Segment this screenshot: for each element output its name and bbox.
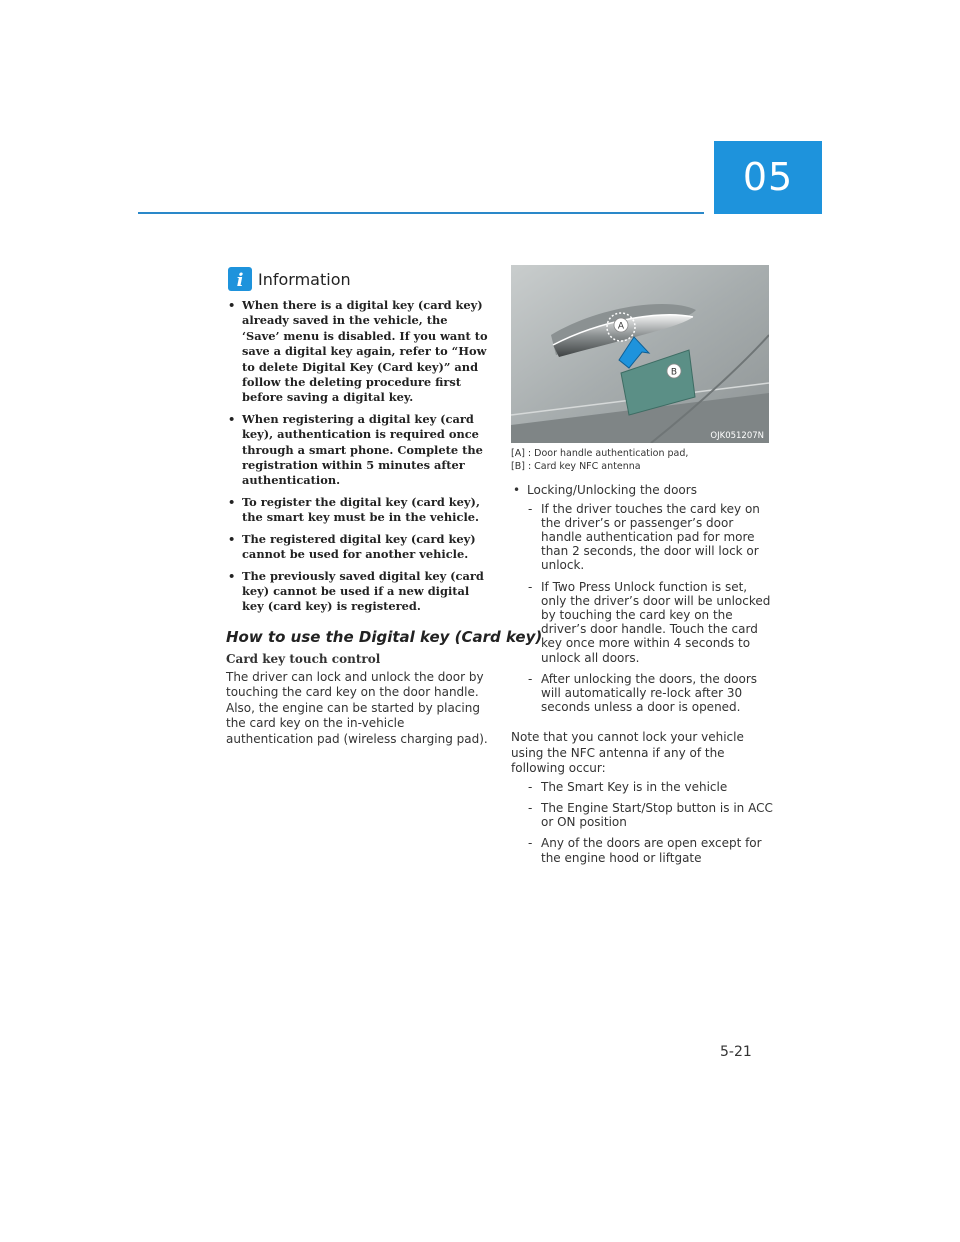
caption: [A] : Door handle authentication pad, — [511, 448, 689, 459]
door-handle-illustration — [511, 265, 769, 443]
figure-label-a: A — [617, 321, 625, 332]
condition-item: - The Smart Key is in the vehicle — [511, 780, 773, 794]
figure-code: OJK051207N — [710, 431, 764, 441]
condition-item: - Any of the doors are open except for the engine hood or liftgate — [511, 836, 773, 864]
conditions-list — [511, 780, 773, 865]
dash-item: - If the driver touches the card key on the driver’s or passenger’s door handle authentication pad for more than 2 seconds, the door will lock or unlock. — [511, 502, 773, 573]
information-heading — [226, 266, 488, 292]
information-item: • The previously saved digital key (card key) cannot be used if a new digital key (card key) is registered. — [226, 569, 488, 615]
dash-item: - If Two Press Unlock function is set, only the driver’s door will be unlocked by touching the card key on the driver’s door handle. Touch the card key once more within 4 seconds to unlock all doors. — [511, 580, 773, 665]
figure-label-b: B — [670, 367, 678, 378]
information-item: • When registering a digital key (card key), authentication is required once through a smart phone. Complete the registration within 5 minutes after authentication. — [226, 412, 488, 489]
header-rule — [138, 212, 704, 214]
locking-section — [511, 483, 773, 714]
section-body: The driver can lock and unlock the door by touching the card key on the door handle. Also, the engine can be started by placing the card key on the in-vehicle authentication pad (wireless charging pad). — [226, 669, 488, 746]
left-column — [226, 266, 543, 747]
svg-text:i: i — [236, 270, 244, 291]
information-item: • To register the digital key (card key), the smart key must be in the vehicle. — [226, 495, 488, 526]
door-handle-figure — [511, 265, 769, 443]
information-list — [226, 298, 488, 615]
right-column — [511, 265, 773, 872]
information-item: • The registered digital key (card key) cannot be used for another vehicle. — [226, 532, 488, 563]
figure-captions — [511, 447, 773, 473]
chapter-tab: 05 — [714, 141, 822, 214]
locking-dash-list — [511, 502, 773, 715]
condition-item: - The Engine Start/Stop button is in ACC or ON position — [511, 801, 773, 829]
locking-bullet: • Locking/Unlocking the doors — [511, 483, 773, 499]
caption: [B] : Card key NFC antenna — [511, 461, 641, 472]
information-item: • When there is a digital key (card key) already saved in the vehicle, the ‘Save’ menu is disabled. If you want to save a digital key again, refer to “How to delete Digital Key (Card key)” and follow the deleting procedure first before saving a digital key. — [226, 298, 488, 406]
info-icon — [228, 267, 252, 291]
section-subtitle: Card key touch control — [226, 651, 381, 666]
information-title: Information — [258, 269, 351, 289]
dash-item: - After unlocking the doors, the doors will automatically re-lock after 30 seconds unless a door is opened. — [511, 672, 773, 715]
page-number: 5-21 — [720, 1044, 752, 1060]
nfc-note: Note that you cannot lock your vehicle using the NFC antenna if any of the following occur: — [511, 730, 744, 776]
section-title: How to use the Digital key (Card key) — [226, 627, 543, 646]
